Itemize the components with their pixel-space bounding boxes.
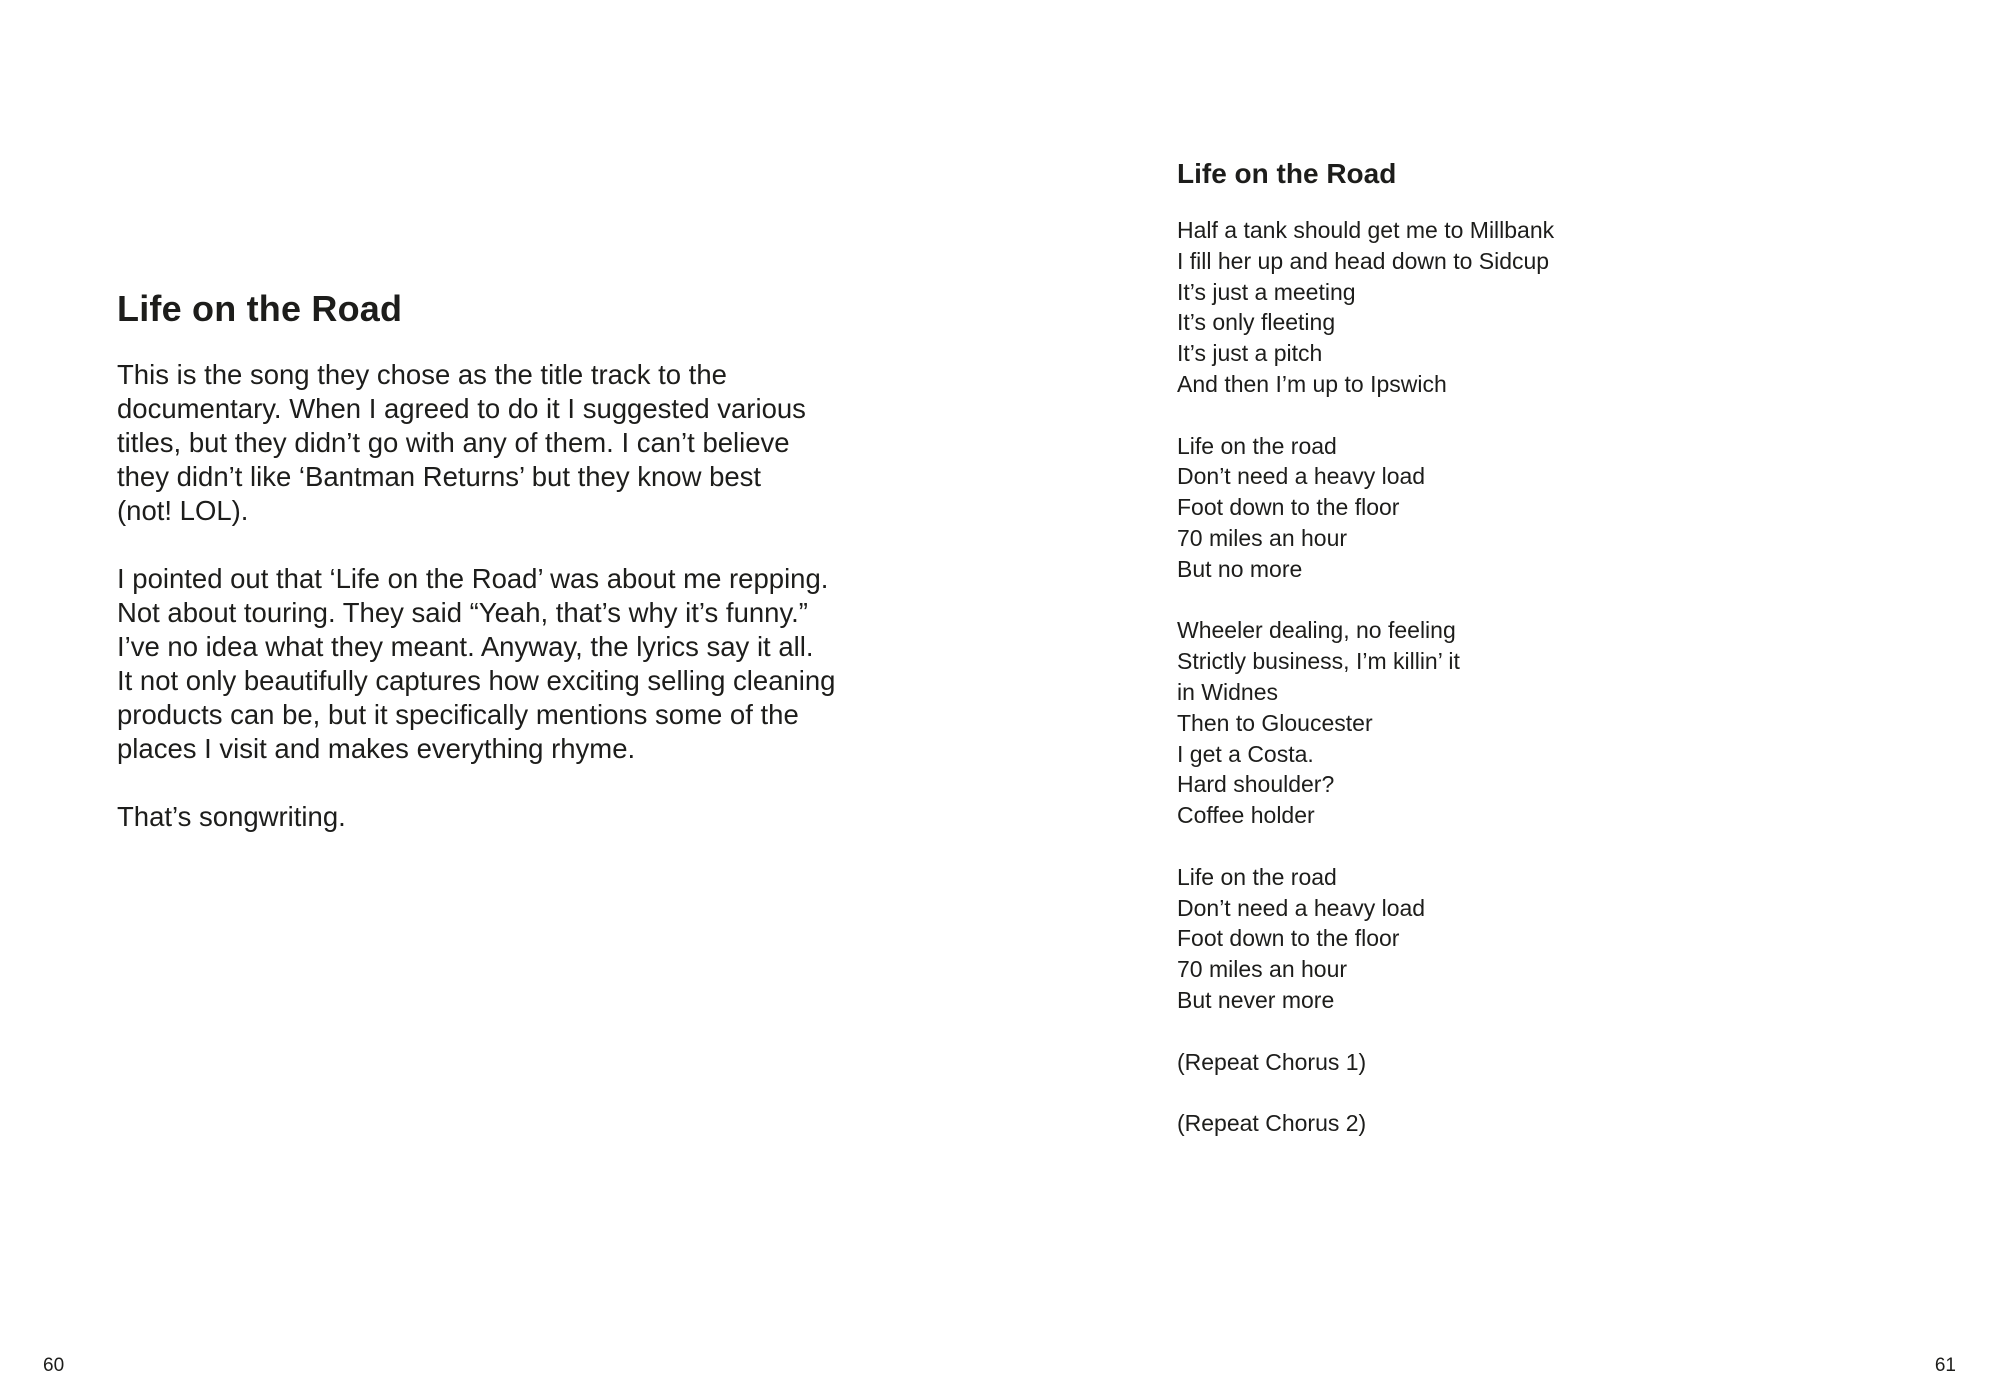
- lyric-line: Foot down to the floor: [1177, 925, 1400, 952]
- paragraph: That’s songwriting.: [117, 801, 346, 832]
- lyric-line: 70 miles an hour: [1177, 956, 1348, 983]
- right-page: [1000, 0, 1999, 1399]
- lyric-line: Hard shoulder?: [1177, 771, 1335, 798]
- stanza-repeat-1: [1177, 1047, 1877, 1078]
- body-text: [117, 358, 897, 868]
- lyric-line: Life on the road: [1177, 432, 1337, 459]
- page-number: 61: [1934, 1355, 1956, 1376]
- paragraph: This is the song they chose as the title track to the documentary. When I agreed to do it I suggested various titles, but they didn’t go with any of them. I can’t believe they didn’t like ‘Bantman Returns’ but they know best (not! LOL).: [117, 359, 806, 526]
- lyrics: [1177, 215, 1877, 1170]
- lyric-line: It’s only fleeting: [1177, 309, 1336, 336]
- lyric-line: I fill her up and head down to Sidcup: [1177, 247, 1550, 274]
- lyric-line: It’s just a pitch: [1177, 340, 1323, 367]
- lyric-line: (Repeat Chorus 2): [1177, 1110, 1367, 1137]
- page-title: Life on the Road: [117, 288, 403, 329]
- page-number: 60: [43, 1355, 65, 1376]
- stanza-verse-1: [1177, 215, 1877, 400]
- lyric-line: Coffee holder: [1177, 802, 1315, 829]
- lyric-line: Wheeler dealing, no feeling: [1177, 617, 1456, 644]
- lyric-line: Half a tank should get me to Millbank: [1177, 217, 1555, 243]
- lyric-line: Don’t need a heavy load: [1177, 463, 1426, 490]
- stanza-verse-2: [1177, 615, 1877, 831]
- lyrics-title: Life on the Road: [1177, 158, 1397, 189]
- paragraph: I pointed out that ‘Life on the Road’ was about me repping. Not about touring. They said “Yeah, that’s why it’s funny.” I’ve no idea what they meant. Anyway, the lyrics say it all. It not only beautifully captures how exciting selling cleaning products can be, but it specifically mentions some of the places I visit and makes everything rhyme.: [117, 563, 836, 764]
- lyric-line: (Repeat Chorus 1): [1177, 1048, 1367, 1075]
- lyric-line: But never more: [1177, 986, 1335, 1013]
- lyric-line: in Widnes: [1177, 678, 1278, 705]
- lyric-line: Foot down to the floor: [1177, 494, 1400, 521]
- lyric-line: And then I’m up to Ipswich: [1177, 370, 1447, 397]
- lyric-line: Strictly business, I’m killin’ it: [1177, 648, 1460, 675]
- stanza-chorus-1: [1177, 431, 1877, 585]
- lyric-line: But no more: [1177, 555, 1303, 582]
- lyric-line: It’s just a meeting: [1177, 278, 1356, 305]
- lyric-line: I get a Costa.: [1177, 740, 1314, 767]
- lyric-line: Then to Gloucester: [1177, 709, 1373, 736]
- stanza-chorus-2: [1177, 862, 1877, 1016]
- lyric-line: Life on the road: [1177, 863, 1337, 890]
- lyric-line: Don’t need a heavy load: [1177, 894, 1426, 921]
- stanza-repeat-2: [1177, 1108, 1877, 1139]
- lyric-line: 70 miles an hour: [1177, 524, 1348, 551]
